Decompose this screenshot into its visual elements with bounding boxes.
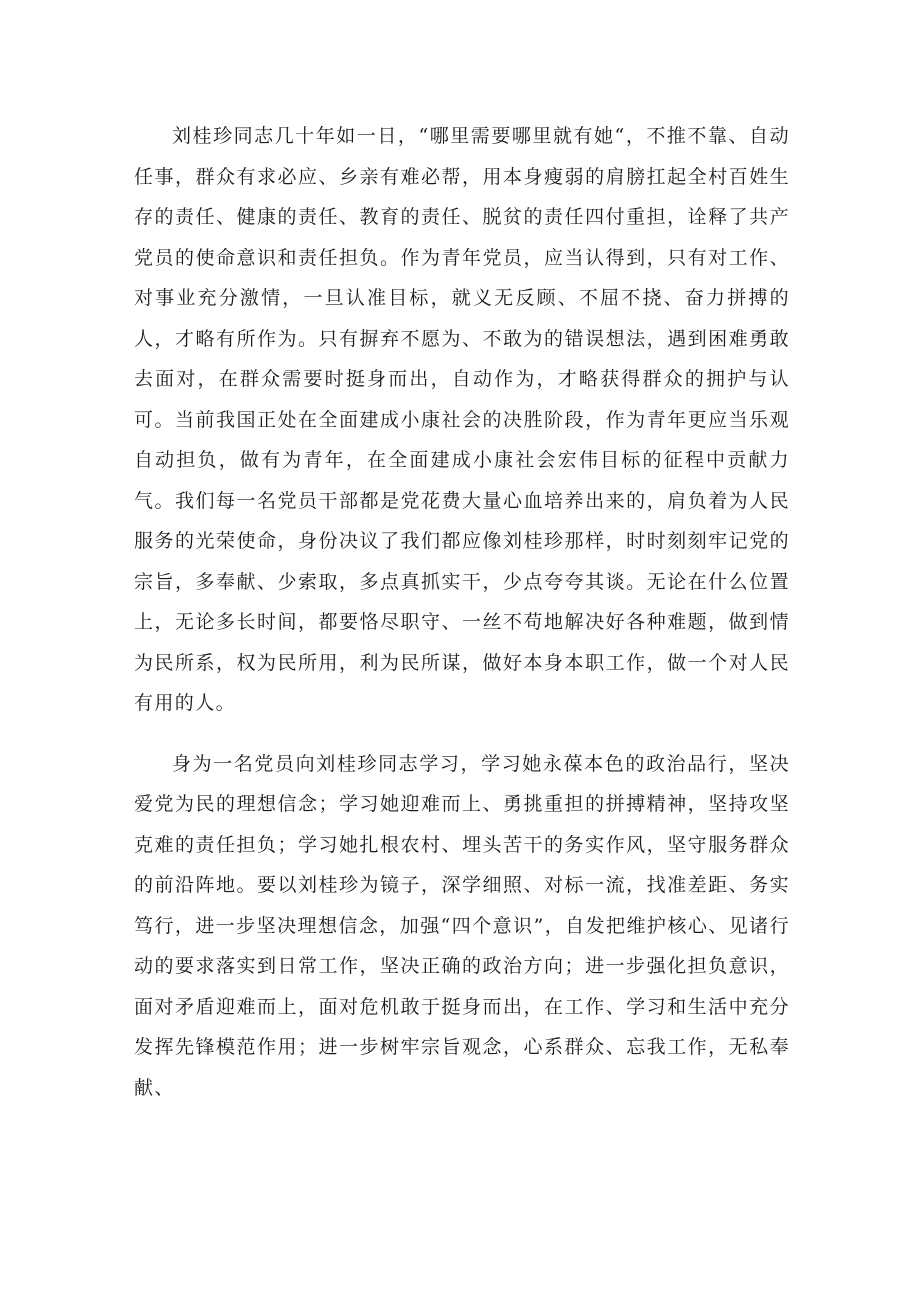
document-body xyxy=(134,116,790,1108)
paragraph-2: 身为一名党员向刘桂珍同志学习，学习她永葆本色的政治品行，坚决爱党为民的理想信念；学习她迎难而上、勇挑重担的拼搏精神，坚持攻坚克难的责任担负；学习她扎根农村、埋头苦干的务实作风，坚守服务群众的前沿阵地。要以刘桂珍为镜子，深学细照、对标一流，找准差距、务实笃行，进一步坚决理想信念，加强“四个意识”，自发把维护核心、见诸行动的要求落实到日常工作，坚决正确的政治方向；进一步强化担负意识，面对矛盾迎难而上，面对危机敢于挺身而出，在工作、学习和生活中充分发挥先锋模范作用；进一步树牢宗旨观念，心系群众、忘我工作，无私奉献、 xyxy=(134,752,790,1099)
paragraph-1: 刘桂珍同志几十年如一日，“哪里需要哪里就有她“，不推不靠、自动任事，群众有求必应、乡亲有难必帮，用本身瘦弱的肩膀扛起全村百姓生存的责任、健康的责任、教育的责任、脱贫的责任四付重担，诠释了共产党员的使命意识和责任担负。作为青年党员，应当认得到，只有对工作、对事业充分激情，一旦认准目标，就义无反顾、不屈不挠、奋力拼搏的人，才略有所作为。只有摒弃不愿为、不敢为的错误想法，遇到困难勇敢去面对，在群众需要时挺身而出，自动作为，才略获得群众的拥护与认可。当前我国正处在全面建成小康社会的决胜阶段，作为青年更应当乐观自动担负，做有为青年，在全面建成小康社会宏伟目标的征程中贡献力气。我们每一名党员干部都是党花费大量心血培养出来的，肩负着为人民服务的光荣使命，身份决议了我们都应像刘桂珍那样，时时刻刻牢记党的宗旨，多奉献、少索取，多点真抓实干，少点夸夸其谈。无论在什么位置上，无论多长时间，都要恪尽职守、一丝不苟地解决好各种难题，做到情为民所系，权为民所用，利为民所谋，做好本身本职工作，做一个对人民有用的人。 xyxy=(134,125,790,714)
